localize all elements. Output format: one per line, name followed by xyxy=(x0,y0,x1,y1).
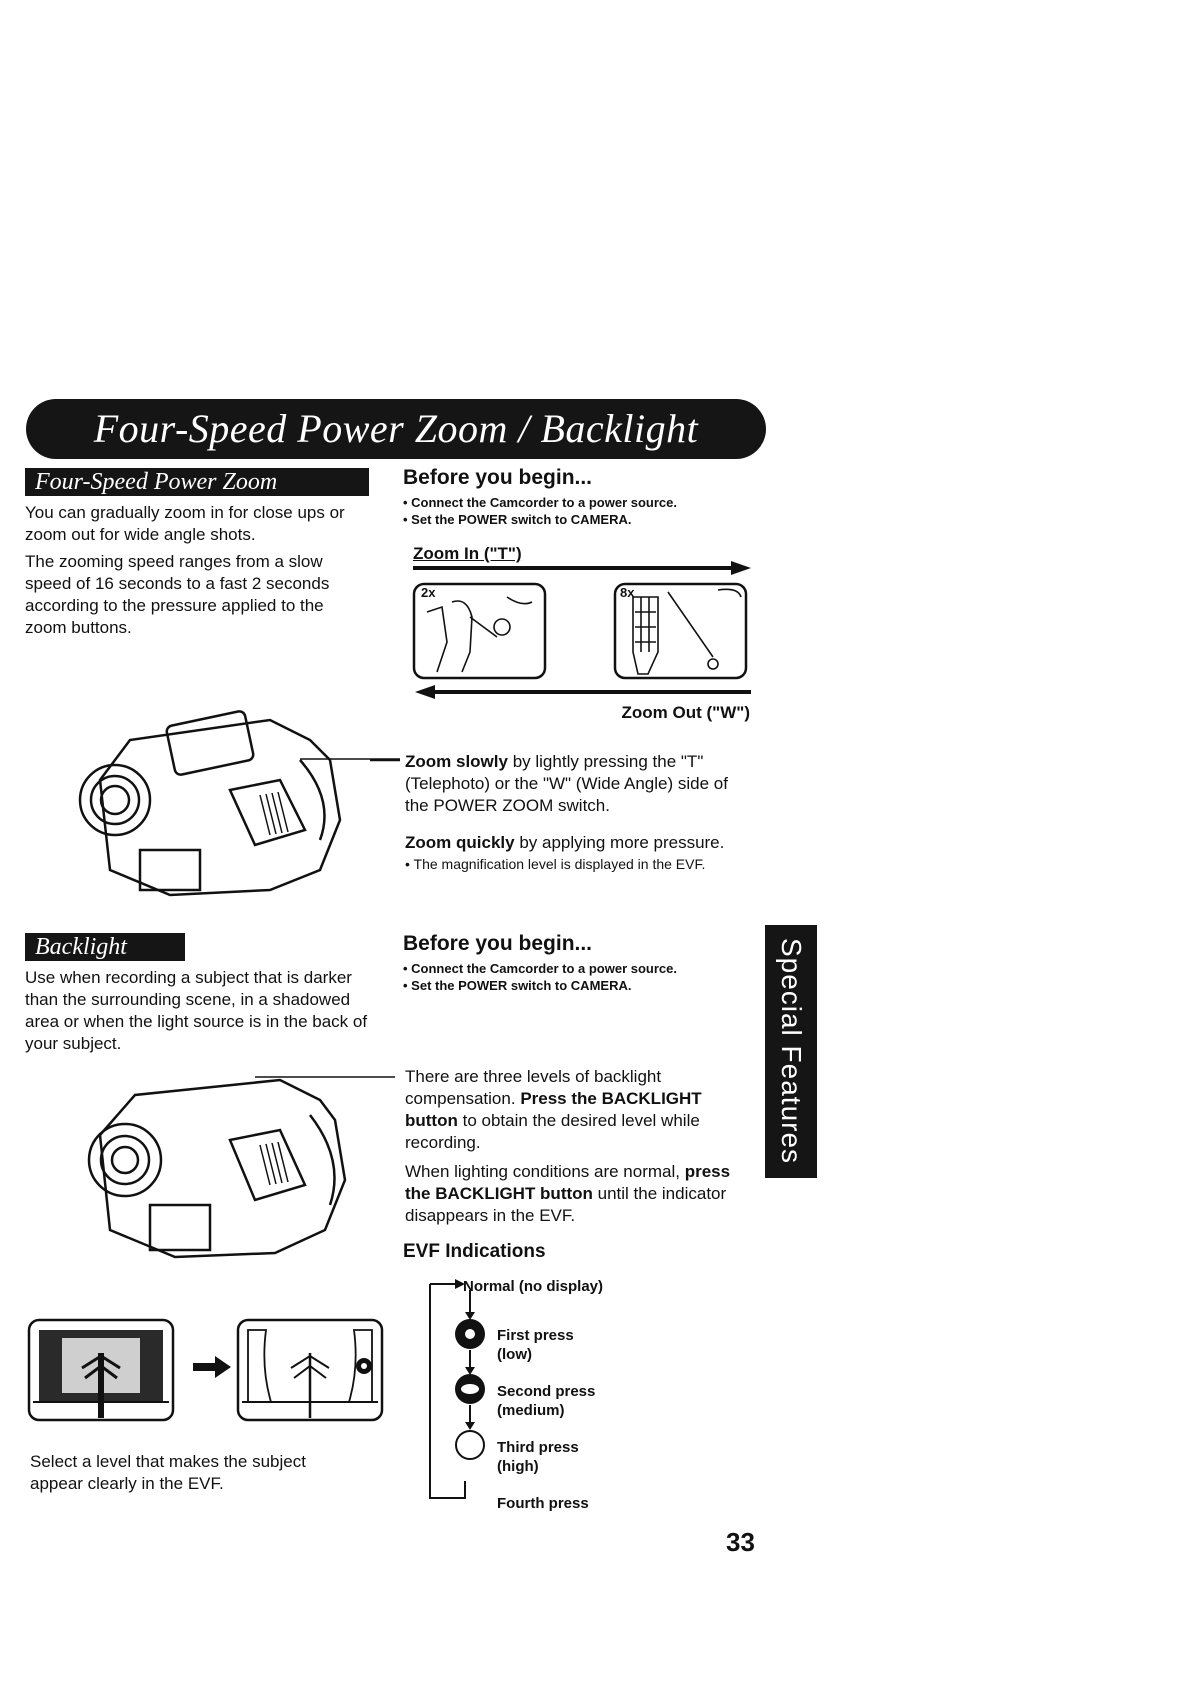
page-title: Four-Speed Power Zoom / Backlight xyxy=(26,399,766,459)
zoom-out-label: Zoom Out ("W") xyxy=(621,703,750,722)
page-number: 33 xyxy=(726,1527,755,1557)
section-tab xyxy=(765,925,817,1178)
backlight-normal-paragraph xyxy=(405,1161,750,1227)
zoom-quickly-text: by applying more pressure. xyxy=(519,833,725,852)
camcorder-illustration xyxy=(80,1065,400,1260)
backlight-heading: Backlight xyxy=(25,933,185,961)
zoom-intro-2: The zooming speed ranges from a slow speed of 16 seconds to a fast 2 seconds according to the pressure applied to the zoom buttons. xyxy=(25,552,330,637)
callout-line xyxy=(255,1075,395,1079)
zoom-slowly-text: by lightly pressing the "T" (Telephoto) or the "W" (Wide Angle) side of the POWER ZOOM switch. xyxy=(405,752,728,815)
evf-step-second-level: (medium) xyxy=(497,1402,565,1419)
zoom-before-item: • Set the POWER switch to CAMERA. xyxy=(403,512,632,527)
backlight-before-heading: Before you begin... xyxy=(403,932,593,955)
backlight-levels-text: There are three levels of backlight compensation. xyxy=(405,1067,662,1108)
zoom-before-item: • Connect the Camcorder to a power source. xyxy=(403,495,677,510)
backlight-scene-dark xyxy=(27,1318,175,1422)
backlight-before-item: • Set the POWER switch to CAMERA. xyxy=(403,978,632,993)
backlight-normal-text-2: until the indicator disappears in the EVF. xyxy=(405,1184,727,1225)
zoom-frame-8x-label: 8x xyxy=(620,585,635,600)
zoom-slowly-paragraph xyxy=(405,751,755,817)
backlight-normal-text: When lighting conditions are normal, xyxy=(405,1162,680,1181)
zoom-quickly-paragraph xyxy=(405,832,765,854)
backlight-before-item: • Connect the Camcorder to a power source. xyxy=(403,961,677,976)
arrow-right-icon xyxy=(413,560,753,576)
evf-step-second: Second press xyxy=(497,1383,596,1400)
evf-step-third: Third press xyxy=(497,1439,579,1456)
evf-step-fourth: Fourth press xyxy=(497,1495,589,1512)
arrow-right-icon xyxy=(193,1356,233,1378)
evf-step-first: First press xyxy=(497,1327,574,1344)
zoom-quickly-bold: Zoom quickly xyxy=(405,833,515,852)
zoom-heading: Four-Speed Power Zoom xyxy=(25,468,369,496)
callout-line xyxy=(300,757,400,761)
backlight-select-text: Select a level that makes the subject appear clearly in the EVF. xyxy=(30,1452,306,1493)
evf-cycle-diagram xyxy=(425,1276,485,1506)
evf-heading: EVF Indications xyxy=(403,1241,546,1262)
section-tab-label: Special Features xyxy=(776,937,807,1165)
zoom-before-heading: Before you begin... xyxy=(403,466,593,489)
evf-step-first-level: (low) xyxy=(497,1346,532,1363)
backlight-scene-compensated xyxy=(236,1318,384,1422)
backlight-levels-text-2: to obtain the desired level while recording. xyxy=(405,1111,700,1152)
zoom-in-label: Zoom In ("T") xyxy=(413,544,522,563)
arrow-left-icon xyxy=(413,684,753,700)
evf-step-third-level: (high) xyxy=(497,1458,539,1475)
zoom-frame-2x-label: 2x xyxy=(421,585,436,600)
camcorder-illustration xyxy=(70,700,400,900)
backlight-levels-bold: Press the BACKLIGHT button xyxy=(405,1089,702,1130)
backlight-levels-paragraph xyxy=(405,1066,750,1154)
zoom-quickly-note: • The magnification level is displayed in the EVF. xyxy=(405,856,706,872)
zoom-slowly-bold: Zoom slowly xyxy=(405,752,508,771)
evf-step-normal: Normal (no display) xyxy=(463,1278,604,1295)
zoom-intro-1: You can gradually zoom in for close ups or zoom out for wide angle shots. xyxy=(25,503,345,544)
backlight-intro: Use when recording a subject that is darker than the surrounding scene, in a shadowed area or when the light source is in the back of your subject. xyxy=(25,968,368,1053)
backlight-normal-bold: press the BACKLIGHT button xyxy=(405,1162,731,1203)
